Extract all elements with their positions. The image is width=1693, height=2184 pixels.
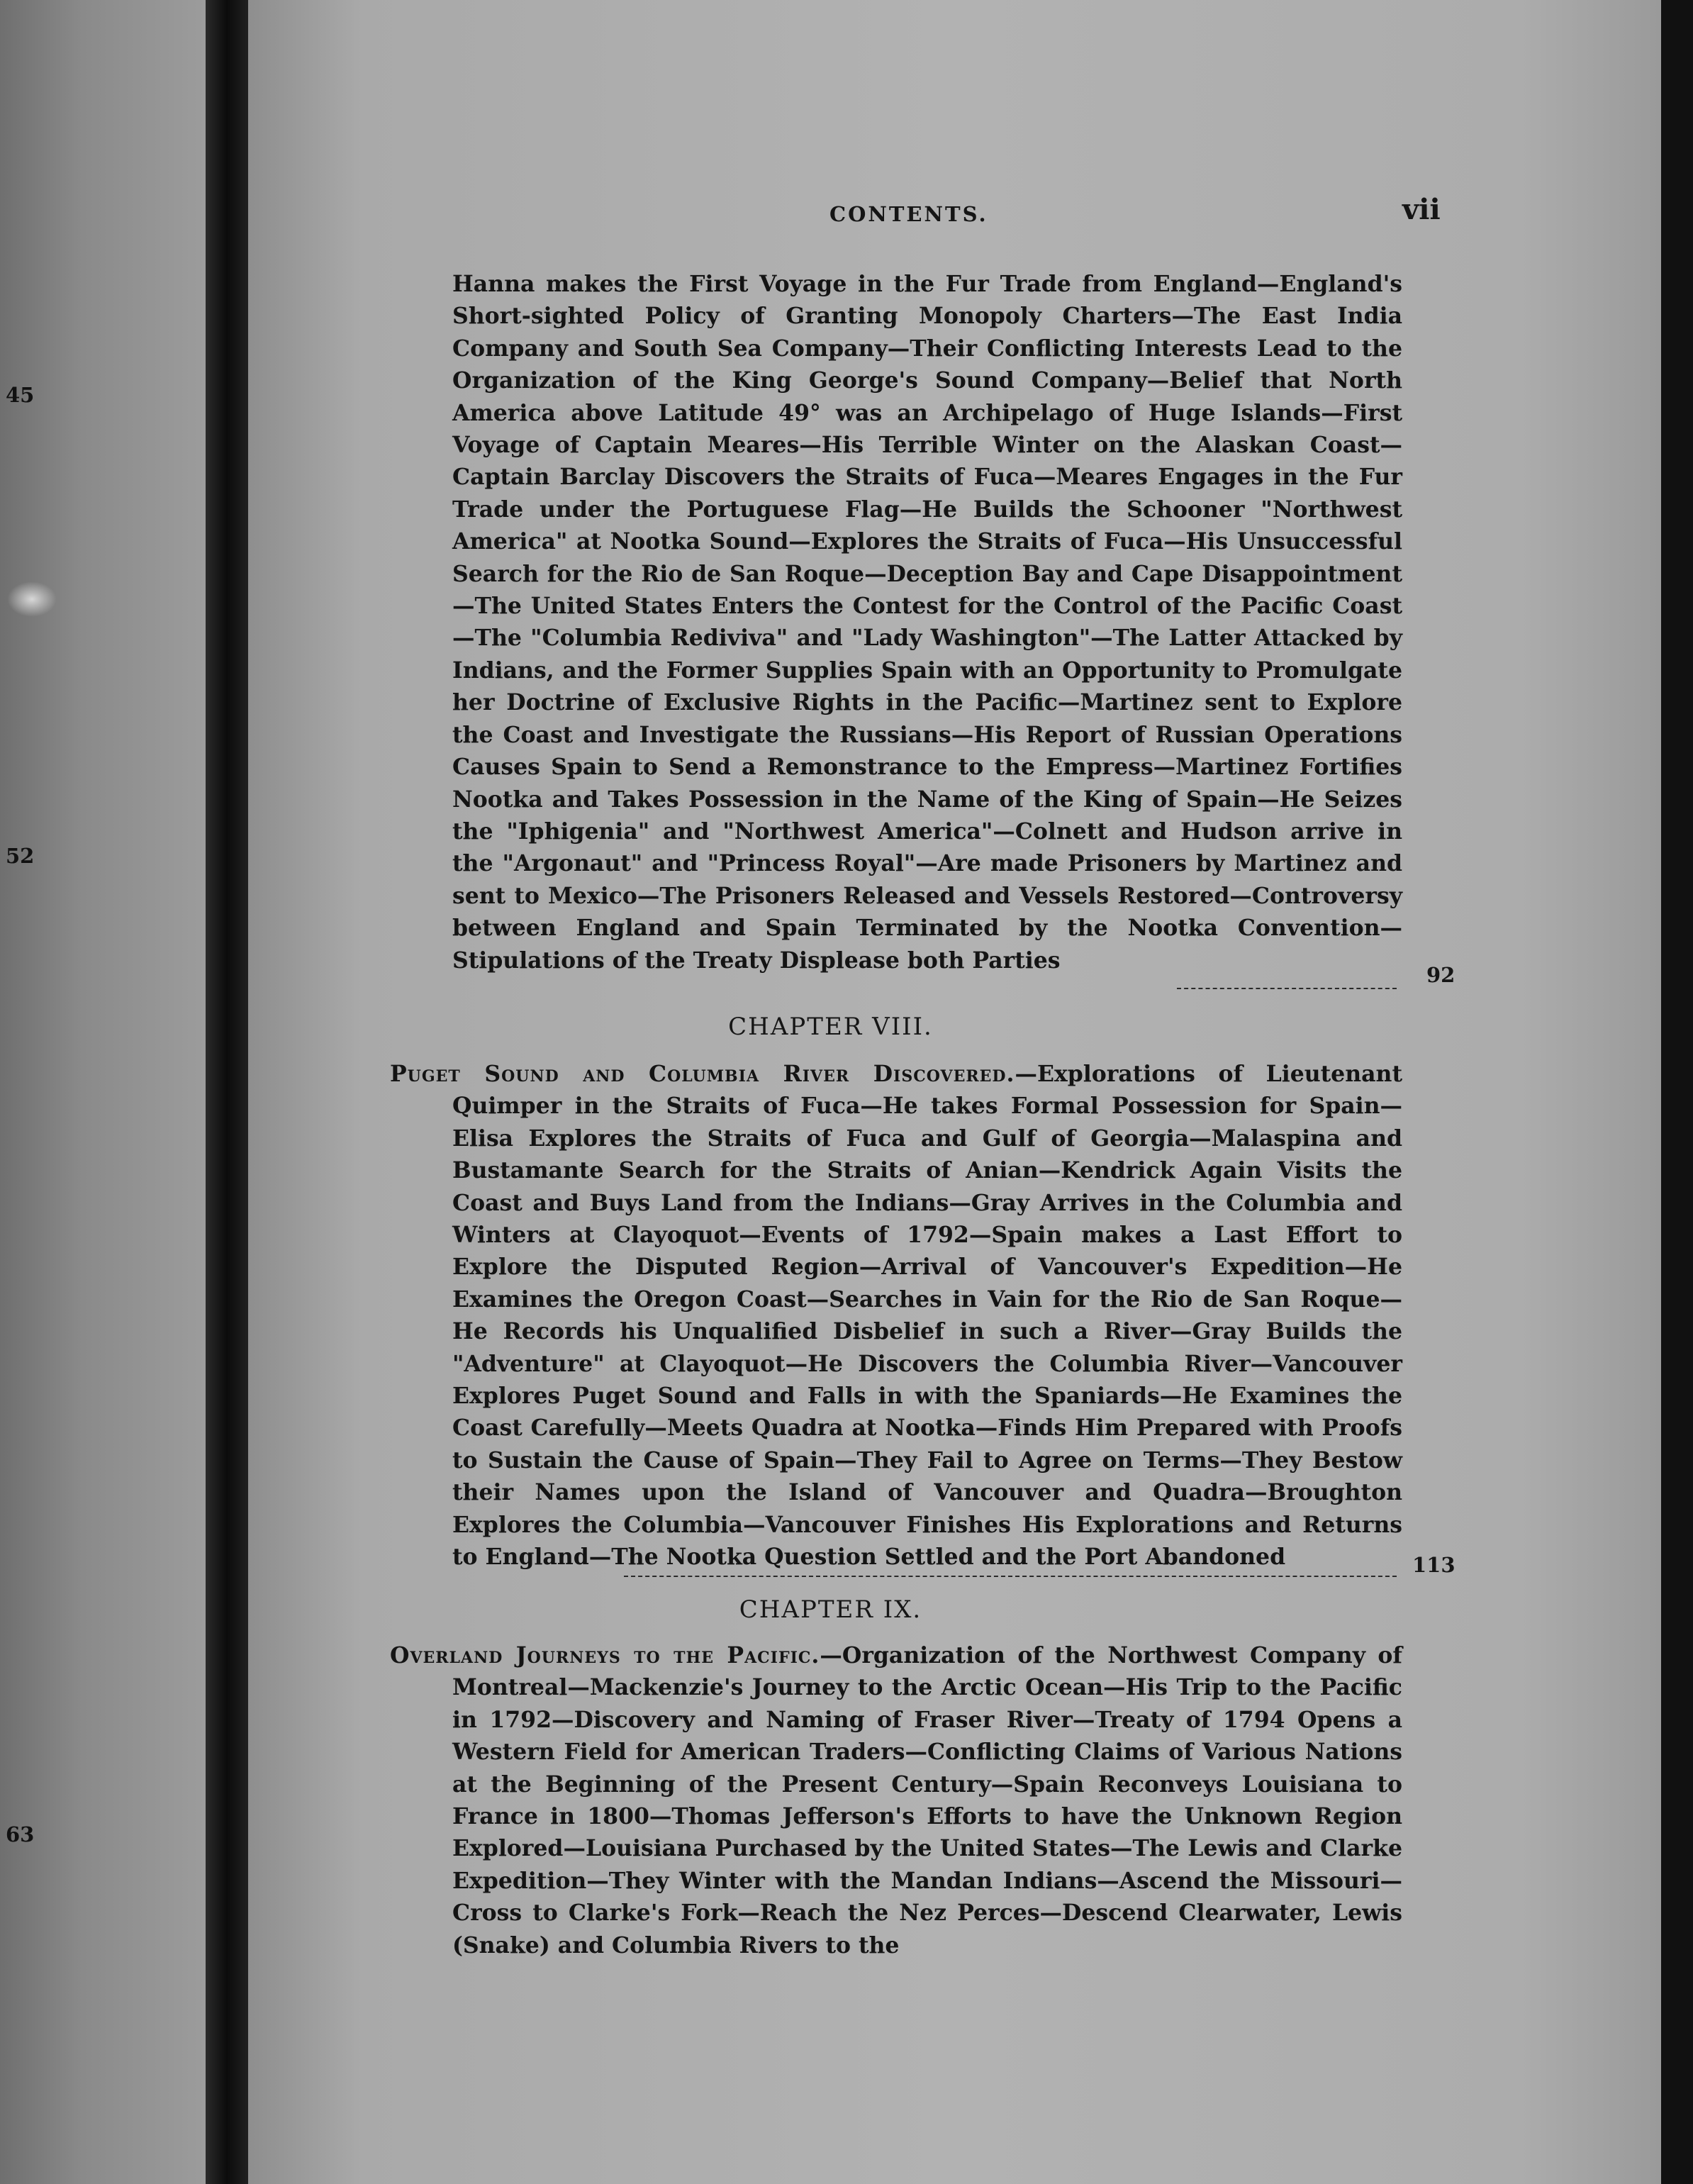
contents-entry (452, 268, 1402, 976)
entry-text: —Organization of the Northwest Company of Montreal—Mackenzie's Journey to the Arctic Ocean—His Trip to the Pacific in 1792—Discovery and Naming of Fraser River—Treaty of 1794 Opens a Western Field for American Traders—Conflicting Claims of Various Nations at the Beginning of the Present Century—Spain Reconveys Louisiana to France in 1800—Thomas Jefferson's Efforts to have the Unknown Region Explored—Louisiana Purchased by the United States—The Lewis and Clarke Expedition—They Winter with the Mandan Indians—Ascend the Missouri—Cross to Clarke's Fork—Reach the Nez Perces—Descend Clearwater, Lewis (Snake) and Columbia Rivers to the (452, 1642, 1402, 1959)
running-head: CONTENTS. (829, 202, 988, 226)
entry-page-number: 113 (1412, 1553, 1455, 1577)
entry-page-number: 92 (1426, 963, 1455, 987)
scan-border (1661, 0, 1693, 2184)
contents-entry (390, 1058, 1402, 1573)
entry-text: —Explorations of Lieutenant Quimper in the Straits of Fuca—He takes Formal Possession for Spain—Elisa Explores the Straits of Fuca and Gulf of Georgia—Malaspina and Bustamante Search for the Straits of Anian—Kendrick Again Visits the Coast and Buys Land from the Indians—Gray Arrives in the Columbia and Winters at Clayoquot—Events of 1792—Spain makes a Last Effort to Explore the Disputed Region—Arrival of Vancouver's Expedition—He Examines the Oregon Coast—Searches in Vain for the Rio de San Roque—He Records his Unqualified Disbelief in such a River—Gray Builds the "Adventure" at Clayoquot—He Discovers the Columbia River—Vancouver Explores Puget Sound and Falls in with the Spaniards—He Examines the Coast Carefully—Meets Quadra at Nootka—Finds Him Prepared with Proofs to Sustain the Cause of Spain—They Fail to Agree on Terms—They Bestow their Names upon the Island of Vancouver and Quadra—Broughton Explores the Columbia—Vancouver Finishes His Explorations and Returns to England—The Nootka Question Settled and the Port Abandoned (452, 1061, 1402, 1571)
chapter-heading: CHAPTER VIII. (728, 1013, 933, 1041)
margin-page-number: 45 (6, 383, 35, 407)
left-page-edge (0, 0, 206, 2184)
margin-page-number: 63 (6, 1822, 35, 1846)
dot-leader (1177, 988, 1397, 989)
page-folio: vii (1402, 193, 1441, 226)
entry-heading: Puget Sound and Columbia River Discovered. (390, 1061, 1015, 1087)
smudge (7, 581, 57, 617)
book-gutter (206, 0, 248, 2184)
dot-leader (624, 1576, 1397, 1577)
entry-text: Hanna makes the First Voyage in the Fur Trade from England—England's Short-sighted Policy of Granting Monopoly Charters—The East India Company and South Sea Company—Their Conflicting Interests Lead to the Organization of the King George's Sound Company—Belief that North America above Latitude 49° was an Archipelago of Huge Islands—First Voyage of Captain Meares—His Terrible Winter on the Alaskan Coast—Captain Barclay Discovers the Straits of Fuca—Meares Engages in the Fur Trade under the Portuguese Flag—He Builds the Schooner "Northwest America" at Nootka Sound—Explores the Straits of Fuca—His Unsuccessful Search for the Rio de San Roque—Deception Bay and Cape Disappointment—The United States Enters the Contest for the Control of the Pacific Coast—The "Columbia Rediviva" and "Lady Washington"—The Latter Attacked by Indians, and the Former Supplies Spain with an Opportunity to Promulgate her Doctrine of Exclusive Rights in the Pacific—Martinez sent to Explore the Coast and Investigate the Russians—His Report of Russian Operations Causes Spain to Send a Remonstrance to the Empress—Martinez Fortifies Nootka and Takes Possession in the Name of the King of Spain—He Seizes the "Iphigenia" and "Northwest America"—Colnett and Hudson arrive in the "Argonaut" and "Princess Royal"—Are made Prisoners by Martinez and sent to Mexico—The Prisoners Released and Vessels Restored—Controversy between England and Spain Terminated by the Nootka Convention—Stipulations of the Treaty Displease both Parties (452, 271, 1402, 974)
chapter-heading: CHAPTER IX. (739, 1595, 922, 1624)
margin-page-number: 52 (6, 844, 35, 868)
contents-entry (390, 1639, 1402, 1961)
entry-heading: Overland Journeys to the Pacific. (390, 1642, 820, 1668)
